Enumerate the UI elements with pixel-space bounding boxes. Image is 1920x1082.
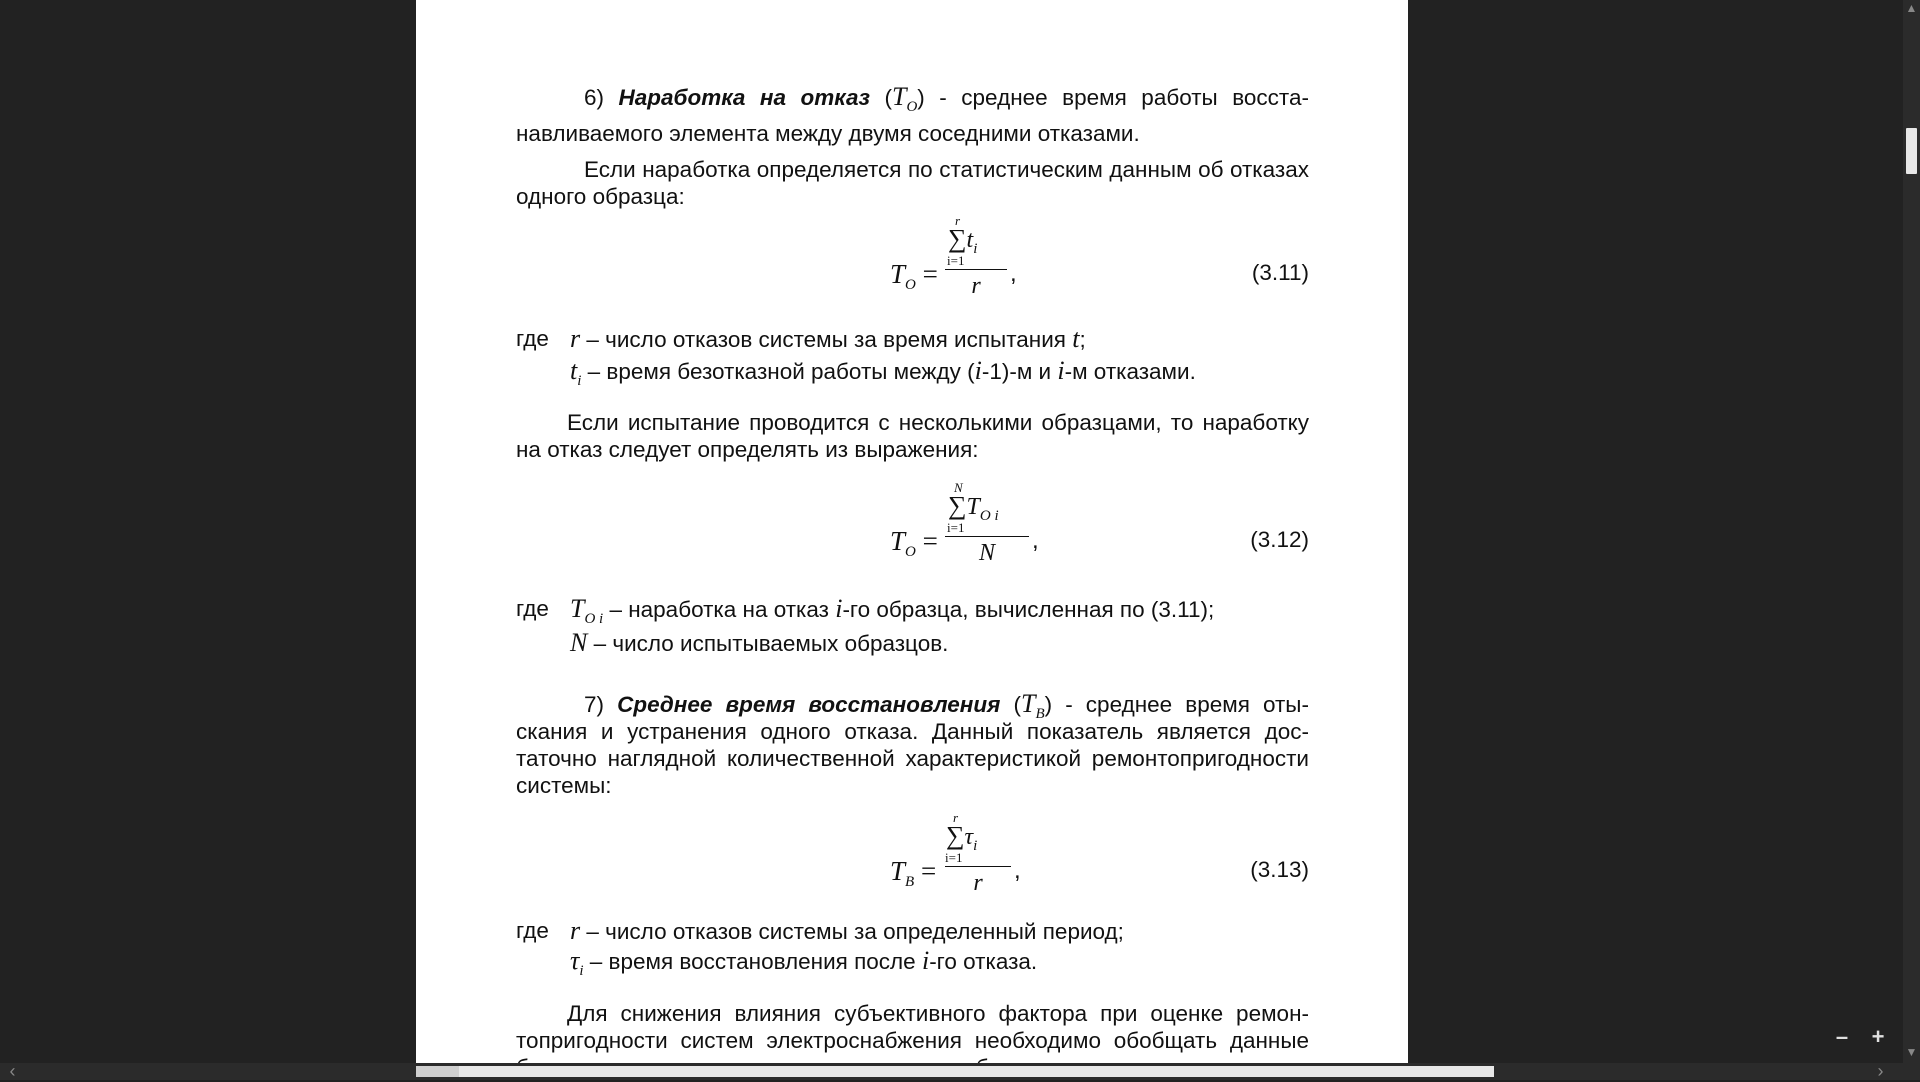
document-page [416, 0, 1408, 1063]
formula-3-12: $T_O$ = N $\sum T_{O i}$ i=1 N , (3.12) [890, 480, 1309, 566]
definition-ti: $t_i$ – время безотказной работы между (i-1)-м и i-м отказами. [570, 356, 1196, 389]
formula-fraction: r $\sum t_i$ i=1 r [945, 214, 1007, 300]
sum-variable: T [966, 494, 980, 520]
definition-n: N – число испытываемых образцов. [570, 628, 949, 657]
fraction-bar [945, 536, 1029, 537]
paragraph-statistics: Если наработка определяется по статистическим данным об отказах одного образца: [516, 157, 1309, 209]
formula-fraction: N $\sum T_{O i}$ i=1 N [945, 481, 1029, 567]
vertical-scrollbar[interactable] [1903, 0, 1920, 1063]
formula-lhs: $T_O$ = [890, 526, 938, 560]
paren-close: ) [917, 85, 925, 110]
symbol-T: T [1020, 689, 1036, 718]
horizontal-scrollbar[interactable] [0, 1063, 1903, 1080]
definition-toi: $T_{O i}$ – наработка на отказ i-го образца, вычисленная по (3.11); [570, 594, 1215, 627]
paragraph-6-rest: - среднее время работы восста- [924, 85, 1309, 110]
sum-upper-limit: r [953, 810, 959, 825]
item-number: 6) [584, 85, 605, 110]
paragraph-multiple-samples: Если испытание проводится с несколькими образцами, то наработку на отказ следует определять из выражения: [516, 410, 1309, 462]
sum-upper-limit: r [955, 213, 961, 228]
scrollbar-corner [1903, 1063, 1920, 1080]
sum-lower-limit: i=1 [947, 520, 965, 535]
paren-open: ( [884, 85, 892, 110]
scroll-left-icon[interactable]: ‹ [9, 1061, 16, 1081]
formula-3-13: $T_B$ = r $\sum\tau_i$ i=1 r , (3.13) [890, 810, 1309, 896]
where-label: где [516, 326, 549, 351]
symbol-T: T [891, 82, 907, 111]
denominator: r [971, 273, 981, 299]
where-label: где [516, 596, 549, 621]
scroll-up-icon[interactable]: ▲ [1905, 1, 1918, 15]
sum-lower-limit: i=1 [947, 253, 965, 268]
sum-variable: τ [964, 824, 974, 850]
symbol-subscript: O [906, 99, 918, 115]
paragraph-7: 7) Среднее время восстановления $(T_B)$ - среднее время отыскания и устранения одного отказа. Данный показатель является достаточно наглядной количественной характеристикой ремонтопригодности системы: [516, 689, 1309, 798]
paragraph-7-rest: - среднее время отыскания и устранения одного отказа. Данный показатель является достаточно наглядной количественной характеристикой ремонтопригодности системы: [516, 692, 1309, 798]
fraction-bar [945, 269, 1007, 270]
definition-r: r – число отказов системы за время испытания t; [570, 324, 1086, 353]
denominator: N [978, 540, 995, 566]
sigma-symbol: ∑ [948, 491, 967, 520]
formula-3-11: $T_O$ = r $\sum t_i$ i=1 r , (3.11) [890, 213, 1309, 299]
formula-fraction: r $\sum\tau_i$ i=1 r [945, 811, 1011, 897]
paragraph-6-line2: навливаемого элемента между двумя соседними отказами. [516, 121, 1140, 146]
scroll-right-icon[interactable]: › [1877, 1061, 1884, 1081]
equation-number: (3.13) [1250, 857, 1309, 882]
zoom-out-button[interactable]: – [1835, 1024, 1849, 1049]
horizontal-scroll-thumb[interactable] [459, 1066, 1494, 1077]
definition-r: r – число отказов системы за определенный период; [570, 916, 1124, 945]
fraction-bar [945, 866, 1011, 867]
sum-upper-limit: N [954, 480, 963, 495]
term-mtbf: Наработка на отказ [618, 85, 870, 110]
term-mttr: Среднее время восстановления [617, 692, 1001, 717]
horizontal-scroll-track-highlight [416, 1066, 459, 1077]
equation-number: (3.12) [1250, 527, 1309, 552]
equation-number: (3.11) [1251, 260, 1309, 285]
paragraph-subjective-factor: Для снижения влияния субъективного фактора при оценке ремонтопригодности систем электроснабжения необходимо обобщать данные [516, 1001, 1309, 1053]
zoom-in-button[interactable]: + [1871, 1024, 1885, 1049]
where-label: где [516, 918, 549, 943]
scroll-down-icon[interactable]: ▼ [1905, 1045, 1918, 1059]
formula-lhs: $T_O$ = [890, 259, 938, 293]
vertical-scroll-thumb[interactable] [1906, 128, 1917, 174]
paragraph-6-line1 [516, 82, 1309, 115]
formula-lhs: $T_B$ = [890, 856, 937, 890]
denominator: r [973, 870, 983, 896]
definition-tau: $\tau_i$ – время восстановления после i-го отказа. [570, 946, 1038, 979]
sum-variable: t [966, 227, 974, 253]
item-number: 7) [584, 692, 605, 717]
sigma-symbol: ∑ [946, 821, 965, 850]
sigma-symbol: ∑ [948, 224, 967, 253]
sum-lower-limit: i=1 [945, 850, 963, 865]
